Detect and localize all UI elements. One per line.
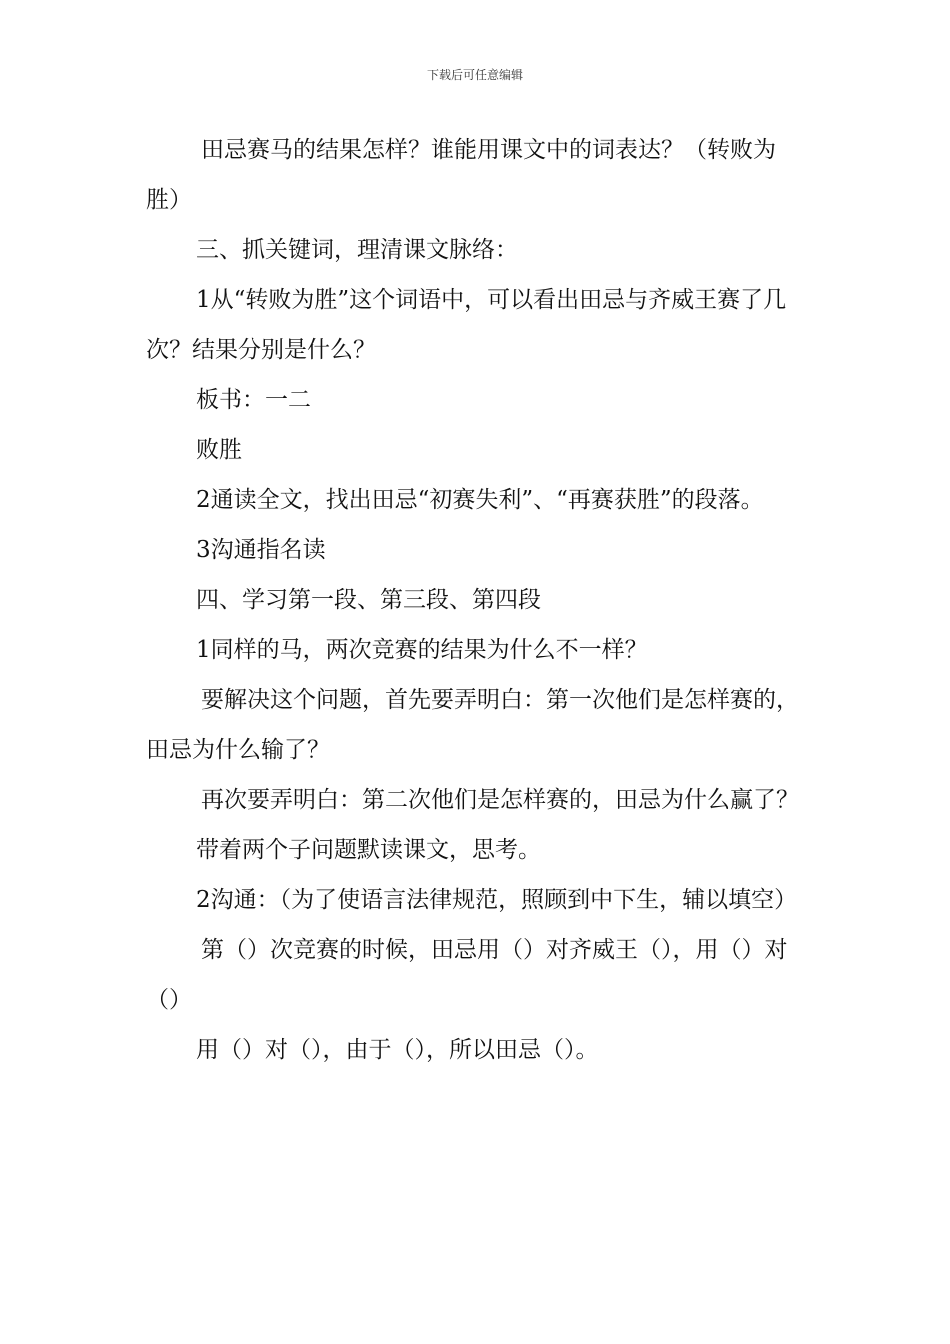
paragraph-6: 2通读全文，找出田忌“初赛失利”、“再赛获胜”的段落。 [196, 487, 764, 513]
paragraph-13: 2沟通：（为了使语言法律规范，照顾到中下生，辅以填空） [196, 887, 798, 913]
paragraph-2: 三、抓关键词，理清课文脉络： [196, 237, 518, 263]
paragraph-7: 3沟通指名读 [196, 537, 326, 563]
paragraph-8: 四、学习第一段、第三段、第四段 [196, 587, 541, 613]
paragraph-9: 1同样的马，两次竞赛的结果为什么不一样？ [196, 637, 648, 663]
paragraph-10: 要解决这个问题，首先要弄明白：第一次他们是怎样赛的，田忌为什么输了？ [146, 687, 799, 763]
paragraph-15: 用（）对（），由于（），所以田忌（）。 [196, 1037, 599, 1063]
paragraph-14: 第（）次竞赛的时候，田忌用（）对齐威王（），用（）对（） [146, 937, 788, 1013]
document-body [146, 125, 810, 1075]
paragraph-1: 田忌赛马的结果怎样？谁能用课文中的词表达？（转败为胜） [146, 137, 776, 213]
paragraph-11: 再次要弄明白：第二次他们是怎样赛的，田忌为什么赢了？ [201, 787, 799, 813]
page-header: 下载后可任意编辑 [426, 68, 523, 82]
paragraph-5: 败胜 [196, 437, 242, 463]
paragraph-12: 带着两个子问题默读课文，思考。 [196, 837, 541, 863]
paragraph-4: 板书：一二 [196, 387, 311, 413]
paragraph-3: 1从“转败为胜”这个词语中，可以看出田忌与齐威王赛了几次？结果分别是什么？ [146, 287, 787, 363]
